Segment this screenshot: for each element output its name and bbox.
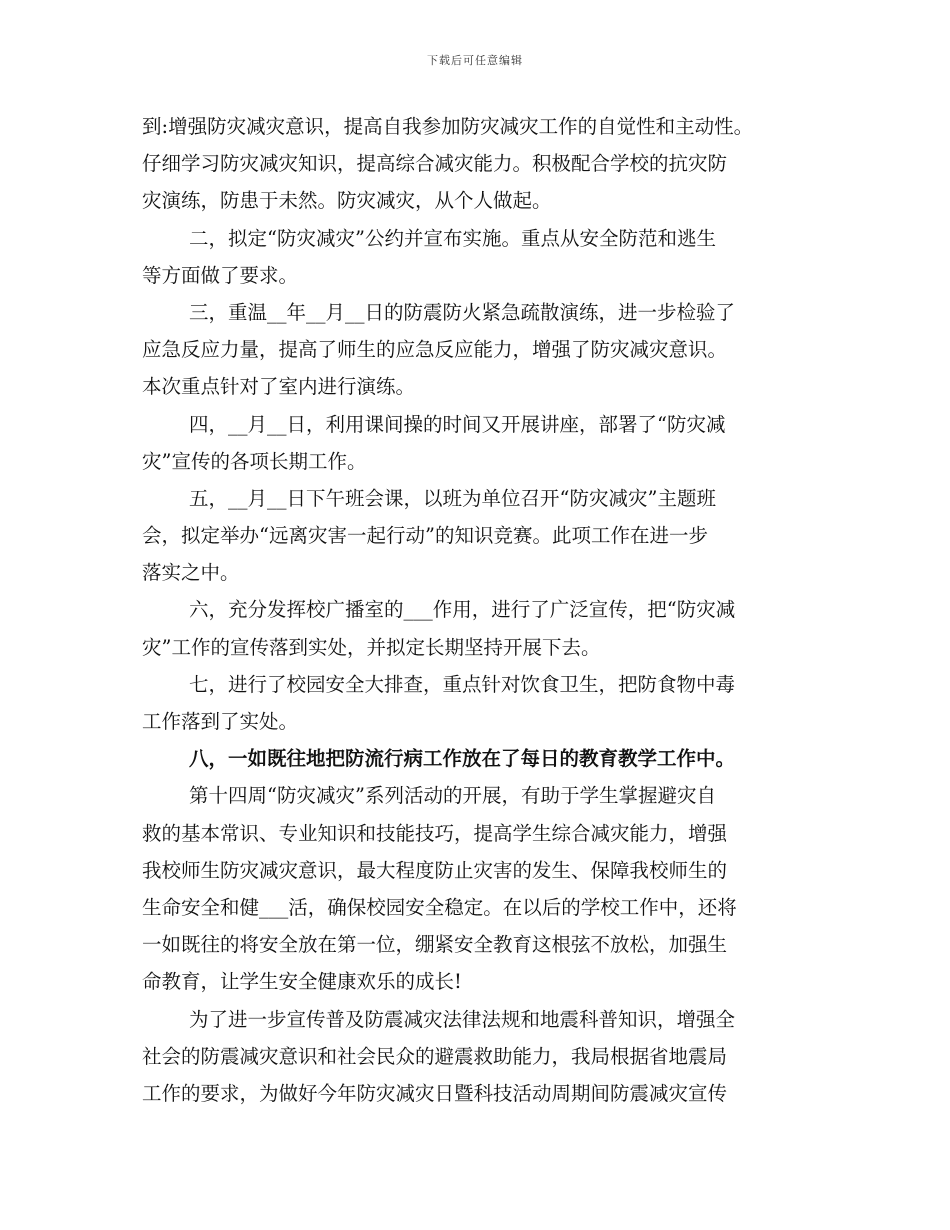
paragraph-start-line: 五，__月__日下午班会课，以班为单位召开“防灾减灾”主题班 [189,486,716,510]
document-body [142,108,822,1112]
text-line: 救的基本常识、专业知识和技能技巧，提高学生综合减灾能力，增强 [142,821,728,845]
text-line: 等方面做了要求。 [142,263,299,287]
text-line: 落实之中。 [142,561,240,585]
paragraph-start-line: 六，充分发挥校广播室的___作用，进行了广泛宣传，把“防灾减 [189,598,736,622]
paragraph-start-line: 二，拟定“防灾减灾”公约并宣布实施。重点从安全防范和逃生 [189,226,716,250]
text-line: 应急反应力量，提高了师生的应急反应能力，增强了防灾减灾意识。 [142,338,728,362]
page-header: 下载后可任意编辑 [427,54,523,67]
bold-paragraph-line: 八，一如既往地把防流行病工作放在了每日的教育教学工作中。 [189,747,736,771]
paragraph-start-line: 七，进行了校园安全大排查，重点针对饮食卫生，把防食物中毒 [189,672,736,696]
text-line: 会，拟定举办“远离灾害一起行动”的知识竞赛。此项工作在进一步 [142,524,708,548]
text-line: 命教育，让学生安全健康欢乐的成长! [142,970,462,994]
paragraph-start-line: 三，重温__年__月__日的防震防火紧急疏散演练，进一步检验了 [189,300,736,324]
text-line: 社会的防震减灾意识和社会民众的避震救助能力，我局根据省地震局 [142,1044,728,1068]
text-line: 我校师生防灾减灾意识，最大程度防止灾害的发生、保障我校师生的 [142,858,728,882]
text-line: 工作的要求，为做好今年防灾减灾日暨科技活动周期间防震减灾宣传 [142,1081,728,1105]
text-line: 生命安全和健___活，确保校园安全稳定。在以后的学校工作中，还将 [142,895,737,919]
text-line: 本次重点针对了室内进行演练。 [142,375,416,399]
text-line: 工作落到了实处。 [142,710,299,733]
text-line: 到:增强防灾减灾意识，提高自我参加防灾减灾工作的自觉性和主动性。 [142,115,754,138]
text-line: 灾”工作的宣传落到实处，并拟定长期坚持开展下去。 [142,635,601,659]
paragraph-start-line: 四，__月__日，利用课间操的时间又开展讲座，部署了“防灾减 [189,412,726,436]
text-line: 一如既往的将安全放在第一位，绷紧安全教育这根弦不放松，加强生 [142,933,728,957]
text-line: 仔细学习防灾减灾知识，提高综合减灾能力。积极配合学校的抗灾防 [142,152,728,176]
paragraph-start-line: 第十四周“防灾减灾”系列活动的开展，有助于学生掌握避灾自 [189,784,716,808]
text-line: 灾演练，防患于未然。防灾减灾，从个人做起。 [142,189,552,213]
text-line: 灾”宣传的各项长期工作。 [142,449,367,473]
paragraph-start-line: 为了进一步宣传普及防震减灾法律法规和地震科普知识，增强全 [189,1007,736,1031]
